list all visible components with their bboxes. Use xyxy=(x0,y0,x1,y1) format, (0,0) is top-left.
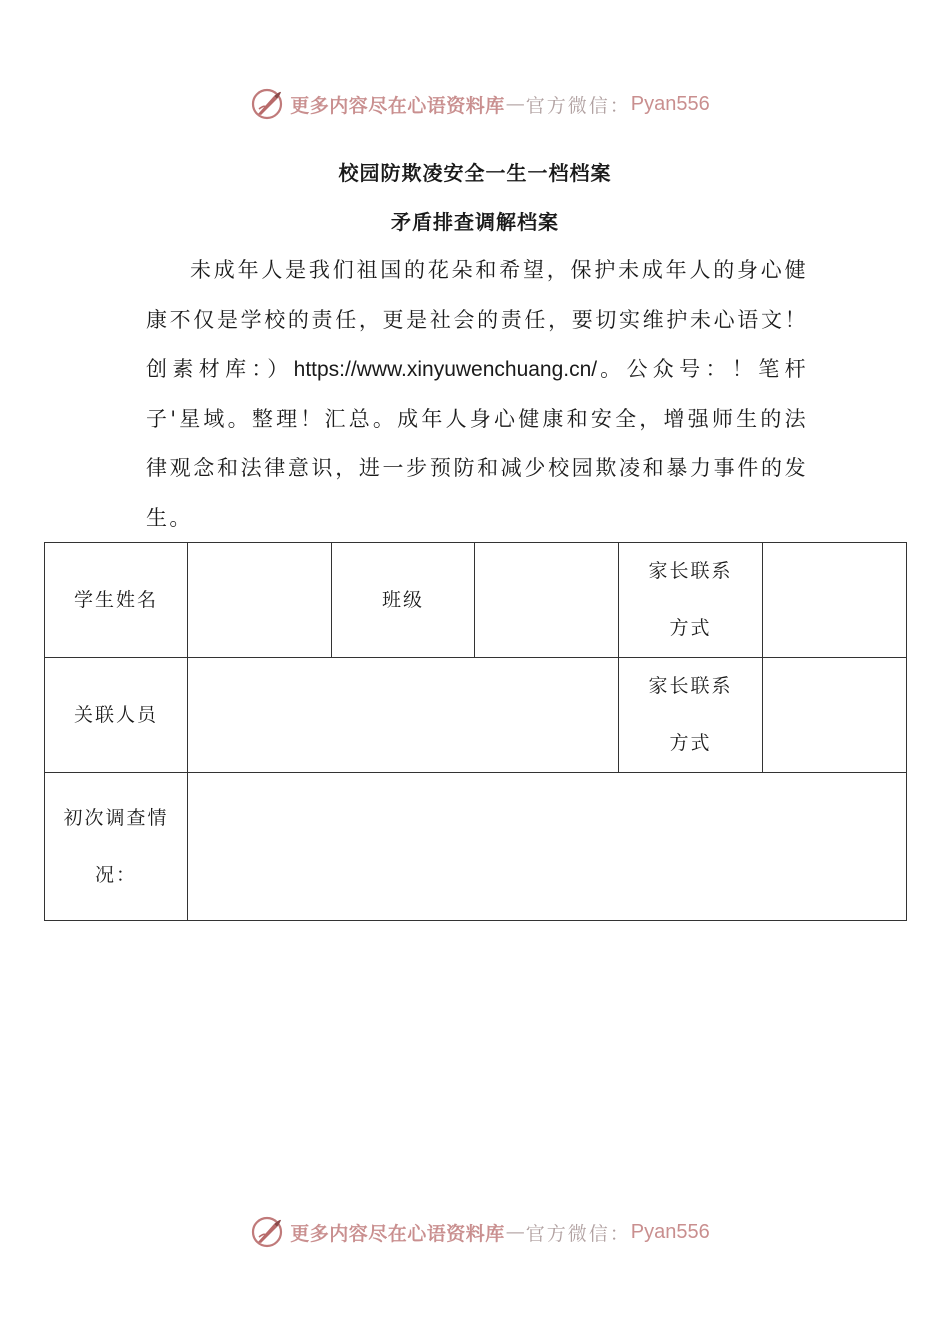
quill-pen-logo-icon xyxy=(250,87,284,121)
banner-slogan: 更多内容尽在心语资料库 xyxy=(290,1222,505,1245)
table-row xyxy=(45,658,907,773)
class-label-text: 班级 xyxy=(381,588,424,611)
banner-wechat-id: Pyan556 xyxy=(630,1220,710,1243)
banner-slogan: 更多内容尽在心语资料库 xyxy=(290,94,505,117)
parent-contact-label xyxy=(619,658,763,773)
quill-pen-logo-icon xyxy=(250,1215,284,1249)
related-persons-field[interactable] xyxy=(188,658,619,773)
intro-paragraph xyxy=(146,246,808,543)
banner-dash: — xyxy=(505,1221,525,1243)
archive-table xyxy=(44,542,907,921)
parent-contact-label-text: 家长联系方式 xyxy=(648,560,733,639)
document-title: 校园防欺凌安全一生一档档案 xyxy=(338,161,612,185)
banner-wechat-label: 官方微信： xyxy=(525,1222,631,1245)
related-persons-label-text: 关联人员 xyxy=(73,703,158,726)
student-name-label xyxy=(45,543,188,658)
student-name-label-text: 学生姓名 xyxy=(73,588,158,611)
banner-wechat-id: Pyan556 xyxy=(630,92,710,115)
document-subtitle: 矛盾排查调解档案 xyxy=(391,210,559,234)
header-watermark-banner xyxy=(0,84,950,124)
footer-watermark-banner xyxy=(0,1212,950,1252)
initial-investigation-label xyxy=(45,773,188,921)
intro-text-part2: 。公众号：！笔杆子'星域。整理！汇总。成年人身心健康和安全，增强师生的法律观念和法律意识，进一步预防和减少校园欺凌和暴力事件的发生。 xyxy=(146,357,808,530)
student-name-field[interactable] xyxy=(188,543,332,658)
intro-url: https://www.xinyuwenchuang.cn/ xyxy=(293,358,598,381)
banner-wechat-label: 官方微信： xyxy=(525,94,631,117)
intro-text-part1: 未成年人是我们祖国的花朵和希望，保护未成年人的身心健康不仅是学校的责任，更是社会的责任，要切实维护未心语文！创素材库：） xyxy=(146,258,808,381)
class-label xyxy=(332,543,475,658)
banner-dash: — xyxy=(505,93,525,115)
initial-investigation-label-text: 初次调查情况： xyxy=(63,806,169,886)
parent-contact-label xyxy=(619,543,763,658)
class-field[interactable] xyxy=(475,543,619,658)
initial-investigation-field[interactable] xyxy=(188,773,907,921)
table-row xyxy=(45,773,907,921)
parent-contact-field[interactable] xyxy=(763,658,907,773)
related-persons-label xyxy=(45,658,188,773)
parent-contact-label-text: 家长联系方式 xyxy=(648,675,733,754)
table-row xyxy=(45,543,907,658)
parent-contact-field[interactable] xyxy=(763,543,907,658)
